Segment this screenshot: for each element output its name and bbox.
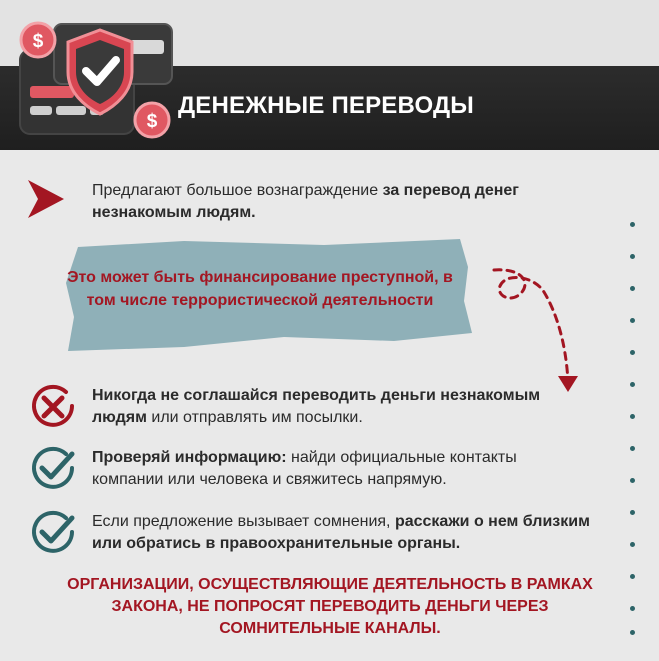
rule-1-plain: или отправлять им посылки. <box>146 409 363 426</box>
warning-text: Это может быть финансирование преступной, в том числе террористической деятельности <box>67 269 453 309</box>
rule-2-plain: найди официальные контакты компании или человека и свяжитесь напрямую. <box>92 449 517 488</box>
dot <box>630 606 635 611</box>
intro-text <box>92 180 592 224</box>
dot <box>630 630 635 635</box>
rule-3-text <box>92 511 592 555</box>
dot <box>630 254 635 259</box>
svg-text:$: $ <box>146 111 158 132</box>
rule-2-text <box>92 447 592 491</box>
dot <box>630 414 635 419</box>
intro-plain: Предлагают большое вознаграждение <box>92 182 383 199</box>
dot <box>630 542 635 547</box>
footer-text: ОРГАНИЗАЦИИ, ОСУЩЕСТВЛЯЮЩИЕ ДЕЯТЕЛЬНОСТЬ В РАМКАХ ЗАКОНА, НЕ ПОПРОСЯТ ПЕРЕВОДИТЬ ДЕНЬГИ ЧЕРЕЗ СОМНИТЕЛЬНЫЕ КАНАЛЫ. <box>67 576 593 637</box>
dot <box>630 574 635 579</box>
rule-1-bold: Никогда не соглашайся переводить деньги незнакомым людям <box>92 387 541 426</box>
dot <box>630 318 635 323</box>
shield-card-icon <box>14 14 184 144</box>
rule-3-plain: Если предложение вызывает сомнения, <box>92 513 395 530</box>
cross-circle-icon <box>30 384 76 430</box>
check-circle-icon <box>30 446 76 492</box>
dot <box>630 382 635 387</box>
page-title: ДЕНЕЖНЫЕ ПЕРЕВОДЫ <box>178 92 474 119</box>
intro-bold: за перевод денег незнакомым людям. <box>92 182 519 221</box>
rule-1-text <box>92 385 592 429</box>
check-circle-icon <box>30 510 76 556</box>
svg-text:$: $ <box>32 31 44 52</box>
dot <box>630 446 635 451</box>
dot <box>630 478 635 483</box>
rule-2-bold: Проверяй информацию: <box>92 449 287 466</box>
dots-column <box>627 222 639 642</box>
dashed-arrow-icon <box>488 262 584 398</box>
dot <box>630 510 635 515</box>
dot <box>630 286 635 291</box>
rule-3-bold: расскажи о нем близким или обратись в правоохранительные органы. <box>92 513 590 552</box>
dot <box>630 222 635 227</box>
dot <box>630 350 635 355</box>
arrow-right-icon <box>26 178 66 220</box>
